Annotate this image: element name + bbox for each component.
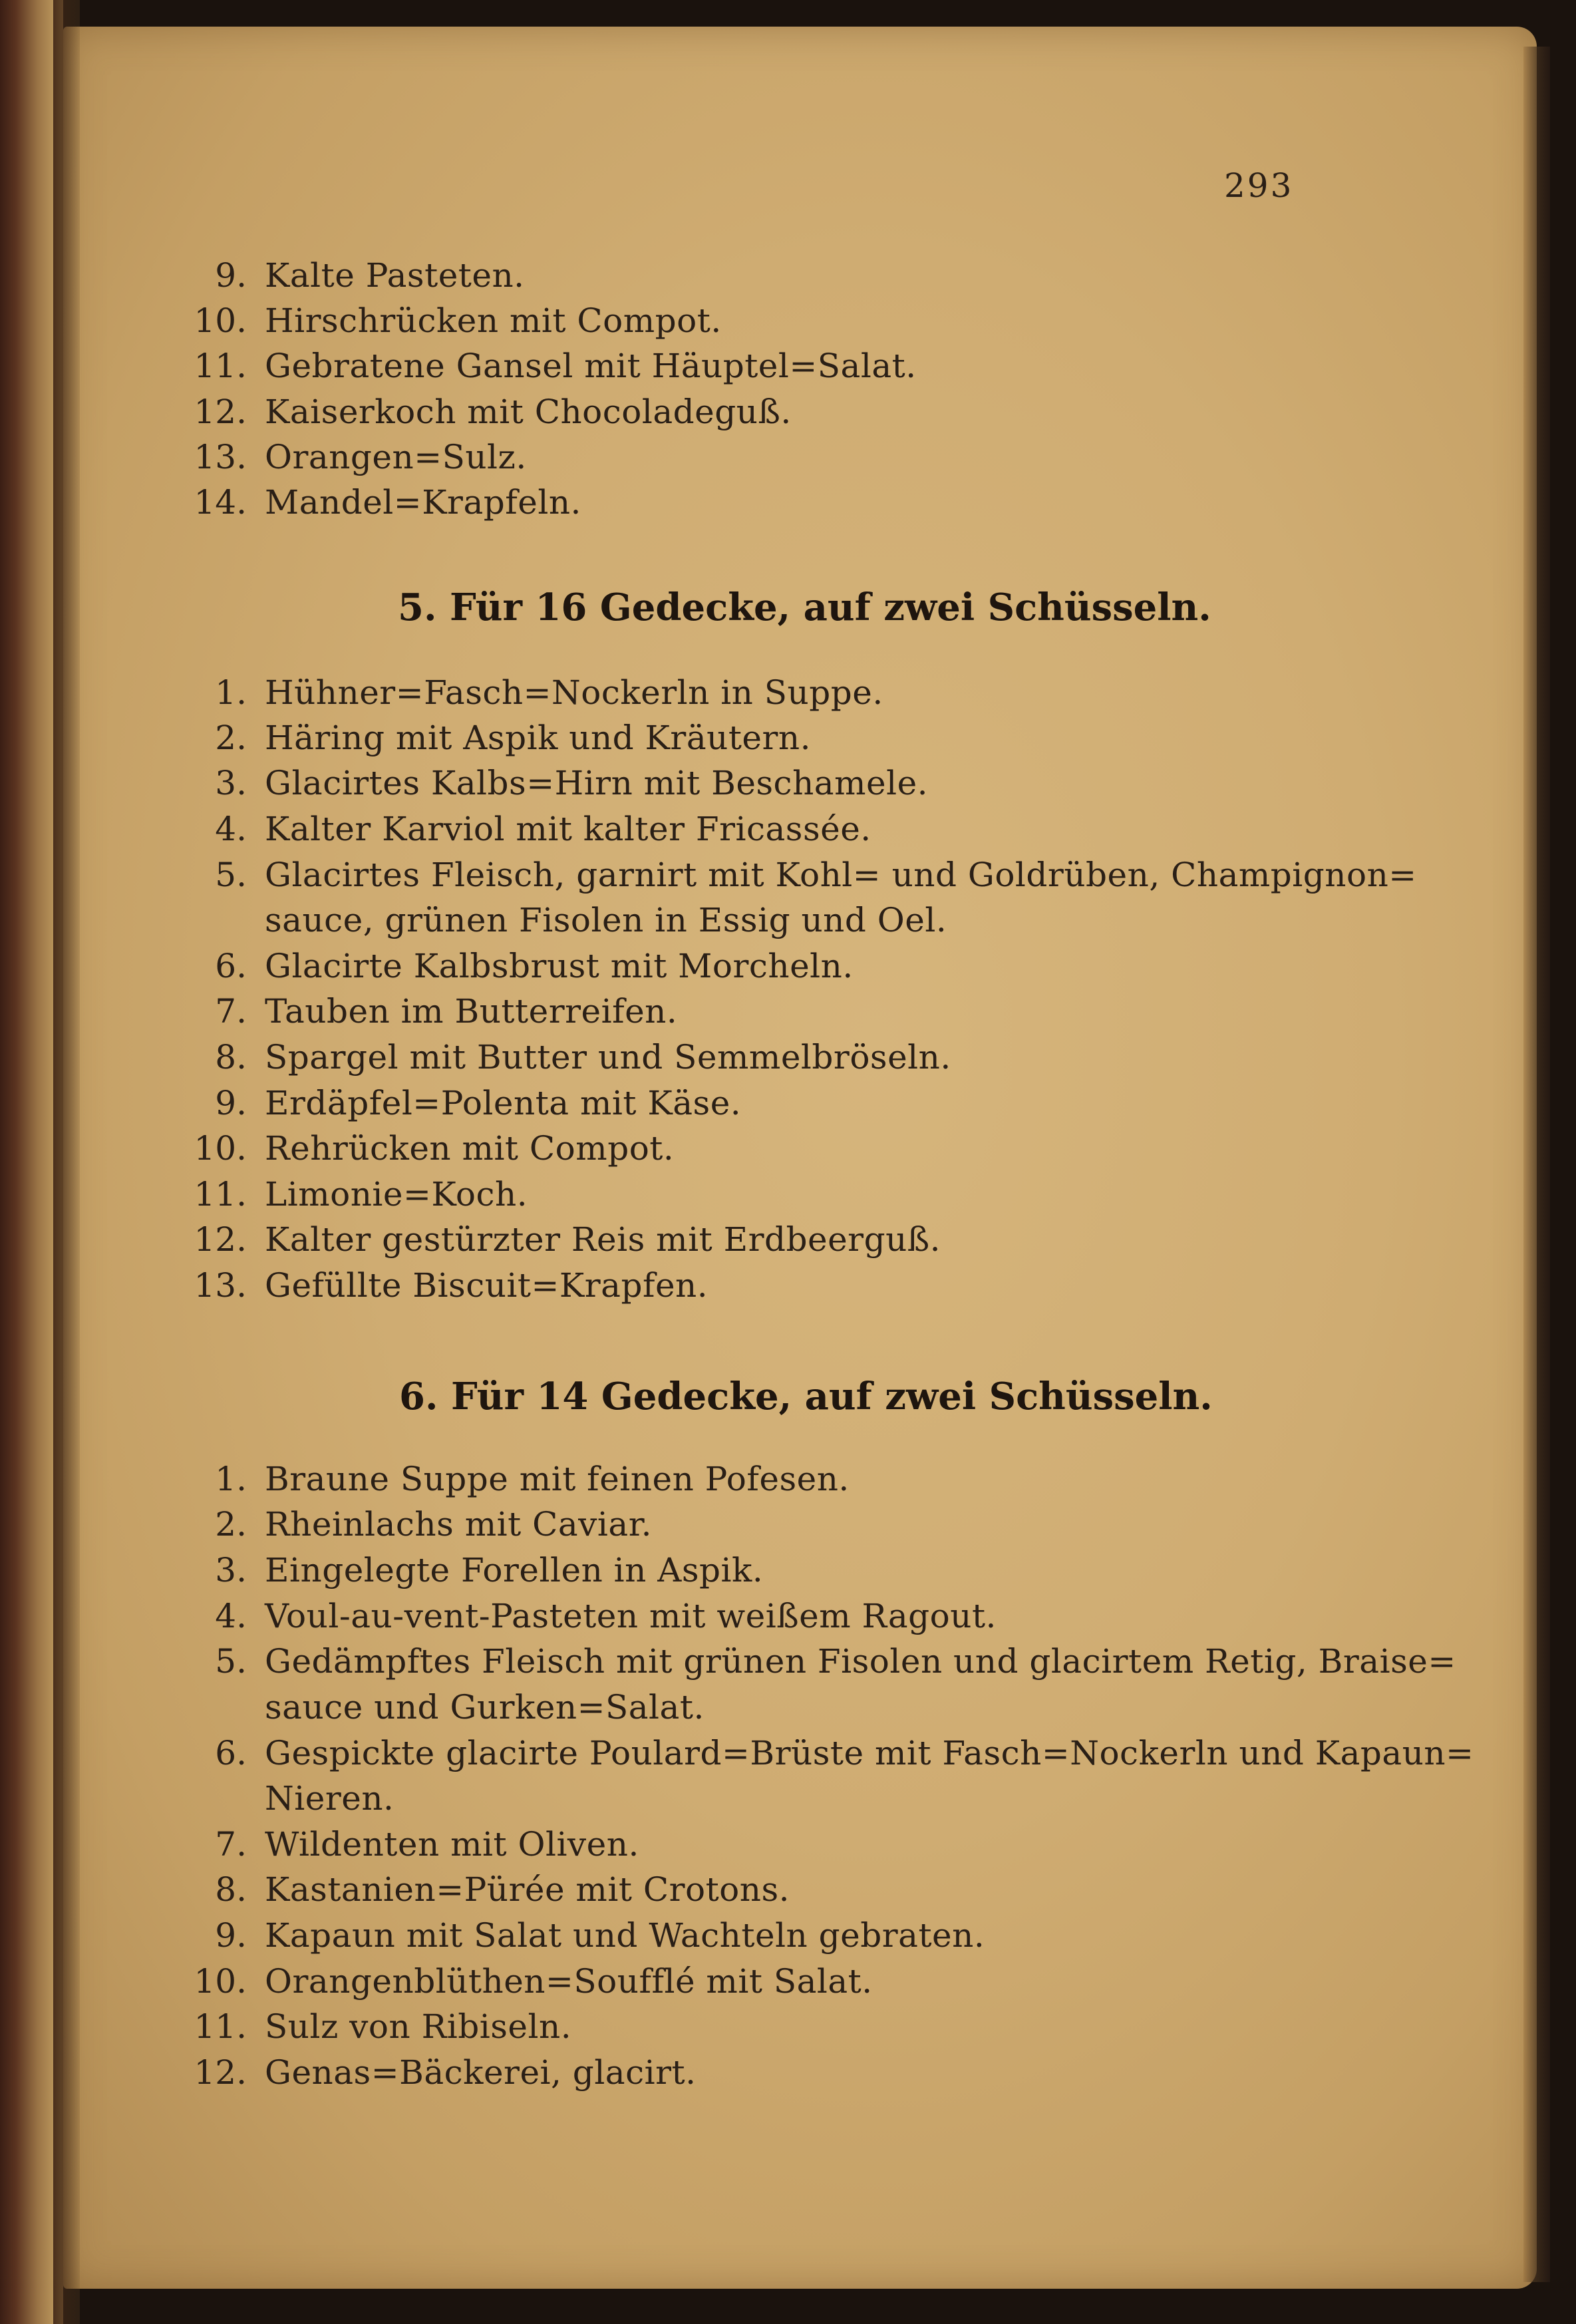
item-number: 9. bbox=[215, 1084, 247, 1122]
item-text: Rehrücken mit Compot. bbox=[265, 1129, 675, 1168]
item-number: 7. bbox=[215, 992, 247, 1031]
item-number: 6. bbox=[215, 947, 247, 985]
section-heading-5: 5. Für 16 Gedecke, auf zwei Schüsseln. bbox=[398, 585, 1211, 629]
item-number: 11. bbox=[194, 1175, 247, 1214]
item-number: 11. bbox=[194, 347, 247, 385]
item-number: 13. bbox=[194, 1266, 247, 1305]
list-item bbox=[0, 1084, 1576, 1129]
item-text: Kalter Karviol mit kalter Fricassée. bbox=[265, 810, 871, 848]
list-item bbox=[0, 1734, 1576, 1779]
item-number: 1. bbox=[215, 673, 247, 712]
item-text: Voul-au-vent-Pasteten mit weißem Ragout. bbox=[265, 1597, 997, 1635]
item-text: Mandel=Krapfeln. bbox=[265, 483, 581, 522]
list-item bbox=[0, 1962, 1576, 2007]
list-item bbox=[0, 1916, 1576, 1961]
item-text: Kalte Pasteten. bbox=[265, 256, 525, 295]
list-item bbox=[0, 992, 1576, 1037]
list-item bbox=[0, 393, 1576, 438]
item-number: 10. bbox=[194, 1962, 247, 2001]
item-text: sauce, grünen Fisolen in Essig und Oel. bbox=[265, 901, 947, 939]
item-number: 10. bbox=[194, 1129, 247, 1168]
item-text: Kastanien=Pürée mit Crotons. bbox=[265, 1870, 790, 1909]
item-number: 11. bbox=[194, 2007, 247, 2046]
list-item bbox=[0, 1597, 1576, 1642]
item-text: Spargel mit Butter und Semmelbröseln. bbox=[265, 1038, 951, 1077]
list-item bbox=[0, 764, 1576, 809]
list-item bbox=[0, 256, 1576, 301]
list-item bbox=[0, 810, 1576, 855]
list-item bbox=[0, 719, 1576, 764]
item-number: 3. bbox=[215, 764, 247, 802]
item-number: 3. bbox=[215, 1551, 247, 1589]
item-number: 5. bbox=[215, 856, 247, 894]
item-number: 8. bbox=[215, 1038, 247, 1077]
list-item bbox=[0, 1505, 1576, 1550]
item-number: 4. bbox=[215, 1597, 247, 1635]
list-item bbox=[0, 1870, 1576, 1915]
list-item bbox=[0, 438, 1576, 483]
item-number: 9. bbox=[215, 256, 247, 295]
list-item bbox=[0, 1642, 1576, 1687]
list-item bbox=[0, 1175, 1576, 1220]
list-item bbox=[0, 483, 1576, 528]
item-number: 2. bbox=[215, 1505, 247, 1544]
item-text: sauce und Gurken=Salat. bbox=[265, 1688, 705, 1727]
item-text: Orangenblüthen=Soufflé mit Salat. bbox=[265, 1962, 873, 2001]
item-number: 12. bbox=[194, 393, 247, 431]
list-item bbox=[0, 1825, 1576, 1870]
item-text: Braune Suppe mit feinen Pofesen. bbox=[265, 1460, 850, 1498]
item-number: 7. bbox=[215, 1825, 247, 1864]
item-text: Tauben im Butterreifen. bbox=[265, 992, 678, 1031]
list-item bbox=[0, 2053, 1576, 2098]
item-text: Orangen=Sulz. bbox=[265, 438, 527, 476]
item-text: Kaiserkoch mit Chocoladeguß. bbox=[265, 393, 792, 431]
item-text: Glacirtes Kalbs=Hirn mit Beschamele. bbox=[265, 764, 929, 802]
list-item bbox=[0, 1551, 1576, 1596]
item-text: Kalter gestürzter Reis mit Erdbeerguß. bbox=[265, 1220, 941, 1259]
item-text: Limonie=Koch. bbox=[265, 1175, 528, 1214]
item-text: Hühner=Fasch=Nockerln in Suppe. bbox=[265, 673, 883, 712]
item-text: Hirschrücken mit Compot. bbox=[265, 301, 722, 340]
item-text: Nieren. bbox=[265, 1779, 394, 1818]
list-item bbox=[0, 1129, 1576, 1174]
item-number: 1. bbox=[215, 1460, 247, 1498]
item-number: 12. bbox=[194, 2053, 247, 2092]
list-item bbox=[0, 856, 1576, 901]
item-text: Häring mit Aspik und Kräutern. bbox=[265, 719, 812, 757]
item-text: Gebratene Gansel mit Häuptel=Salat. bbox=[265, 347, 917, 385]
item-text: Gedämpftes Fleisch mit grünen Fisolen und glacirtem Retig, Braise= bbox=[265, 1642, 1456, 1681]
item-text: Genas=Bäckerei, glacirt. bbox=[265, 2053, 697, 2092]
list-item bbox=[0, 347, 1576, 392]
item-number: 13. bbox=[194, 438, 247, 476]
item-text: Eingelegte Forellen in Aspik. bbox=[265, 1551, 764, 1589]
list-item bbox=[0, 1460, 1576, 1505]
item-number: 6. bbox=[215, 1734, 247, 1772]
item-text: Erdäpfel=Polenta mit Käse. bbox=[265, 1084, 742, 1122]
item-number: 10. bbox=[194, 301, 247, 340]
section-heading-6: 6. Für 14 Gedecke, auf zwei Schüsseln. bbox=[399, 1375, 1213, 1418]
list-item bbox=[0, 301, 1576, 347]
item-text: Sulz von Ribiseln. bbox=[265, 2007, 572, 2046]
list-item bbox=[0, 1038, 1576, 1083]
item-number: 14. bbox=[194, 483, 247, 522]
list-item-continuation bbox=[0, 1779, 1576, 1824]
item-text: Wildenten mit Oliven. bbox=[265, 1825, 639, 1864]
list-item bbox=[0, 947, 1576, 992]
item-text: Rheinlachs mit Caviar. bbox=[265, 1505, 652, 1544]
item-text: Gespickte glacirte Poulard=Brüste mit Fasch=Nockerln und Kapaun= bbox=[265, 1734, 1474, 1772]
list-item-continuation bbox=[0, 901, 1576, 946]
item-number: 8. bbox=[215, 1870, 247, 1909]
item-number: 4. bbox=[215, 810, 247, 848]
item-number: 5. bbox=[215, 1642, 247, 1681]
item-text: Kapaun mit Salat und Wachteln gebraten. bbox=[265, 1916, 985, 1955]
item-number: 12. bbox=[194, 1220, 247, 1259]
item-text: Glacirte Kalbsbrust mit Morcheln. bbox=[265, 947, 854, 985]
item-text: Gefüllte Biscuit=Krapfen. bbox=[265, 1266, 709, 1305]
item-text: Glacirtes Fleisch, garnirt mit Kohl= und Goldrüben, Champignon= bbox=[265, 856, 1417, 894]
page-number: 293 bbox=[1224, 166, 1294, 205]
item-number: 2. bbox=[215, 719, 247, 757]
list-item bbox=[0, 1220, 1576, 1265]
list-item bbox=[0, 2007, 1576, 2053]
item-number: 9. bbox=[215, 1916, 247, 1955]
list-item bbox=[0, 673, 1576, 719]
list-item-continuation bbox=[0, 1688, 1576, 1733]
list-item bbox=[0, 1266, 1576, 1311]
